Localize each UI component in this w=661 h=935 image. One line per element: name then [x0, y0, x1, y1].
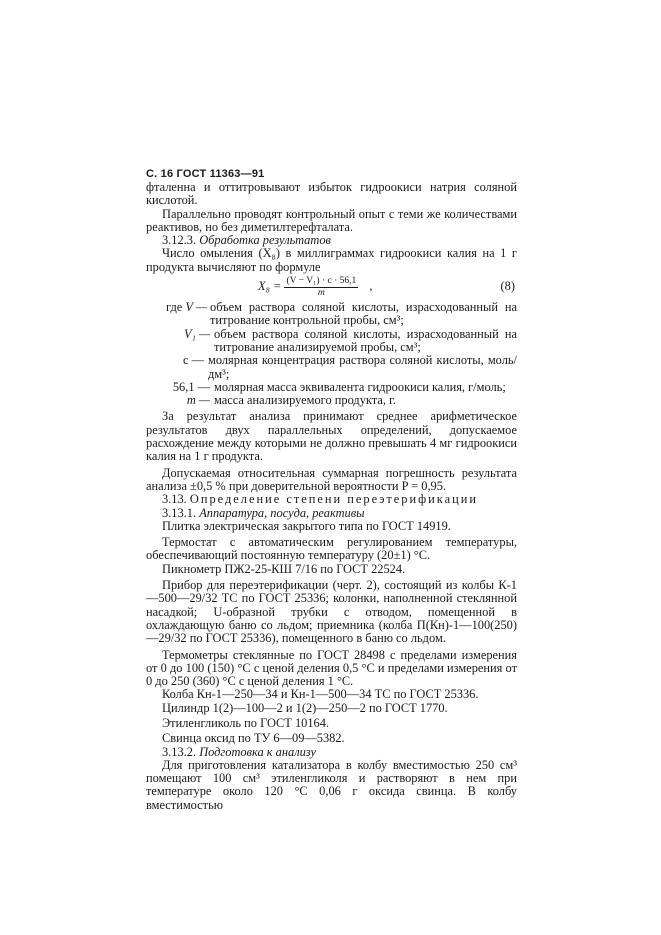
paragraph-3: Число омыления (X₈) в миллиграммах гидроокиси калия на 1 г продукта вычисляют по формуле — [146, 246, 517, 274]
formula-denominator: m — [317, 288, 325, 299]
definition-text: объем раствора соляной кислоты, израсходованный на титрование контрольной пробы, см³; — [210, 300, 517, 328]
paragraph-7: Термостат с автоматическим регулированием температуры, обеспечивающий постоянную температуру (20±1) °С. — [146, 535, 517, 563]
definition-v — [146, 301, 517, 328]
paragraph-5: Допускаемая относительная суммарная погрешность результата анализа ±0,5 % при доверительной вероятности P = 0,95. — [146, 465, 517, 493]
page-header: С. 16 ГОСТ 11363—91 — [146, 168, 265, 180]
definition-text: масса анализируемого продукта, г. — [214, 393, 396, 408]
definition-v1 — [146, 328, 517, 355]
formula-tail: , — [369, 279, 373, 294]
v-label: V — — [185, 300, 207, 315]
definition-c — [146, 354, 517, 381]
paragraph-2: Параллельно проводят контрольный опыт с теми же количествами реактивов, но без диметилтерефталата. — [146, 206, 517, 234]
paragraph-8: Пикнометр ПЖ2-25-КШ 7/16 по ГОСТ 22524. — [162, 561, 406, 576]
definition-label: 56,1 — — [172, 379, 210, 394]
where-word: где — [166, 300, 183, 315]
section-number: 3.13.2. — [162, 744, 197, 759]
definition-m — [146, 394, 517, 407]
section-title: Аппаратура, посуда, реактивы — [199, 505, 365, 520]
definition-text: молярная концентрация раствора соляной кислоты, моль/дм³; — [208, 353, 517, 381]
formula-8 — [146, 276, 517, 298]
section-title: Определение степени переэтерификации — [189, 492, 479, 507]
section-3-13-heading — [146, 493, 517, 506]
definition-label — [146, 301, 210, 328]
paragraph-11: Колба Кн-1—250—34 и Кн-1—500—34 ТС по ГОСТ 25336. — [162, 687, 479, 702]
paragraph-4: За результат анализа принимают среднее арифметическое результатов двух параллельных определений, допускаемое расхождение между которыми не должно превышать 4 мг гидроокиси калия на 1 г продукта. — [146, 409, 517, 464]
paragraph-10: Термометры стеклянные по ГОСТ 28498 с пределами измерения от 0 до 100 (150) °С с ценой деления 0,5 °С и пределами измерения от 0 до 250 (360) °С с ценой деления 1 °С. — [146, 647, 517, 689]
paragraph-13: Этиленгликоль по ГОСТ 10164. — [162, 715, 330, 730]
paragraph-1: фталенна и оттитровывают избыток гидроокиси натрия соляной кислотой. — [146, 180, 517, 208]
formula-fraction — [284, 276, 358, 298]
body-text — [146, 181, 517, 812]
definition-molar-mass — [146, 381, 517, 394]
section-3-13-2-heading — [146, 746, 517, 759]
section-number: 3.12.3. — [162, 233, 197, 248]
section-title: Обработка результатов — [199, 233, 331, 248]
section-number: 3.13.1. — [162, 505, 197, 520]
paragraph-6: Плитка электрическая закрытого типа по ГОСТ 14919. — [162, 518, 451, 533]
section-3-13-1-heading — [146, 507, 517, 520]
section-number: 3.13. — [162, 492, 187, 507]
paragraph-14: Свинца оксид по ТУ 6—09—5382. — [162, 731, 345, 746]
formula-body — [258, 276, 478, 298]
variable-definitions — [146, 301, 517, 407]
paragraph-12: Цилиндр 1(2)—100—2 и 1(2)—250—2 по ГОСТ 1770. — [162, 700, 448, 715]
paragraph-9: Прибор для переэтерификации (черт. 2), состоящий из колбы К-1—500—29/32 ТС по ГОСТ 25336; колонки, наполненной стеклянной насадкой; U-образной трубки с отводом, помещенной в охлаждающую баню со льдом; приемника (колба П(Кн)-1—100(250)—29/32 по ГОСТ 25336), помещенного в баню со льдом. — [146, 578, 517, 646]
formula-numerator: (V − V₁) · c · 56,1 — [286, 276, 357, 287]
section-3-12-3-heading — [146, 234, 517, 247]
definition-label: V₁ — — [184, 326, 210, 341]
definition-text: молярная масса эквивалента гидроокиси калия, г/моль; — [214, 379, 506, 394]
section-title: Подготовка к анализу — [199, 744, 317, 759]
definition-text: объем раствора соляной кислоты, израсходованный на титрование анализируемой пробы, см³; — [214, 326, 517, 354]
definition-label: m — — [186, 393, 210, 408]
definition-label: c — — [183, 353, 204, 368]
formula-number: (8) — [500, 279, 515, 294]
formula-lhs: X₈ = — [258, 279, 282, 294]
paragraph-15: Для приготовления катализатора в колбу вместимостью 250 см³ помещают 100 см³ этиленгликоля и растворяют в нем при температуре около 120 °С 0,06 г оксида свинца. В колбу вместимостью — [146, 757, 517, 812]
